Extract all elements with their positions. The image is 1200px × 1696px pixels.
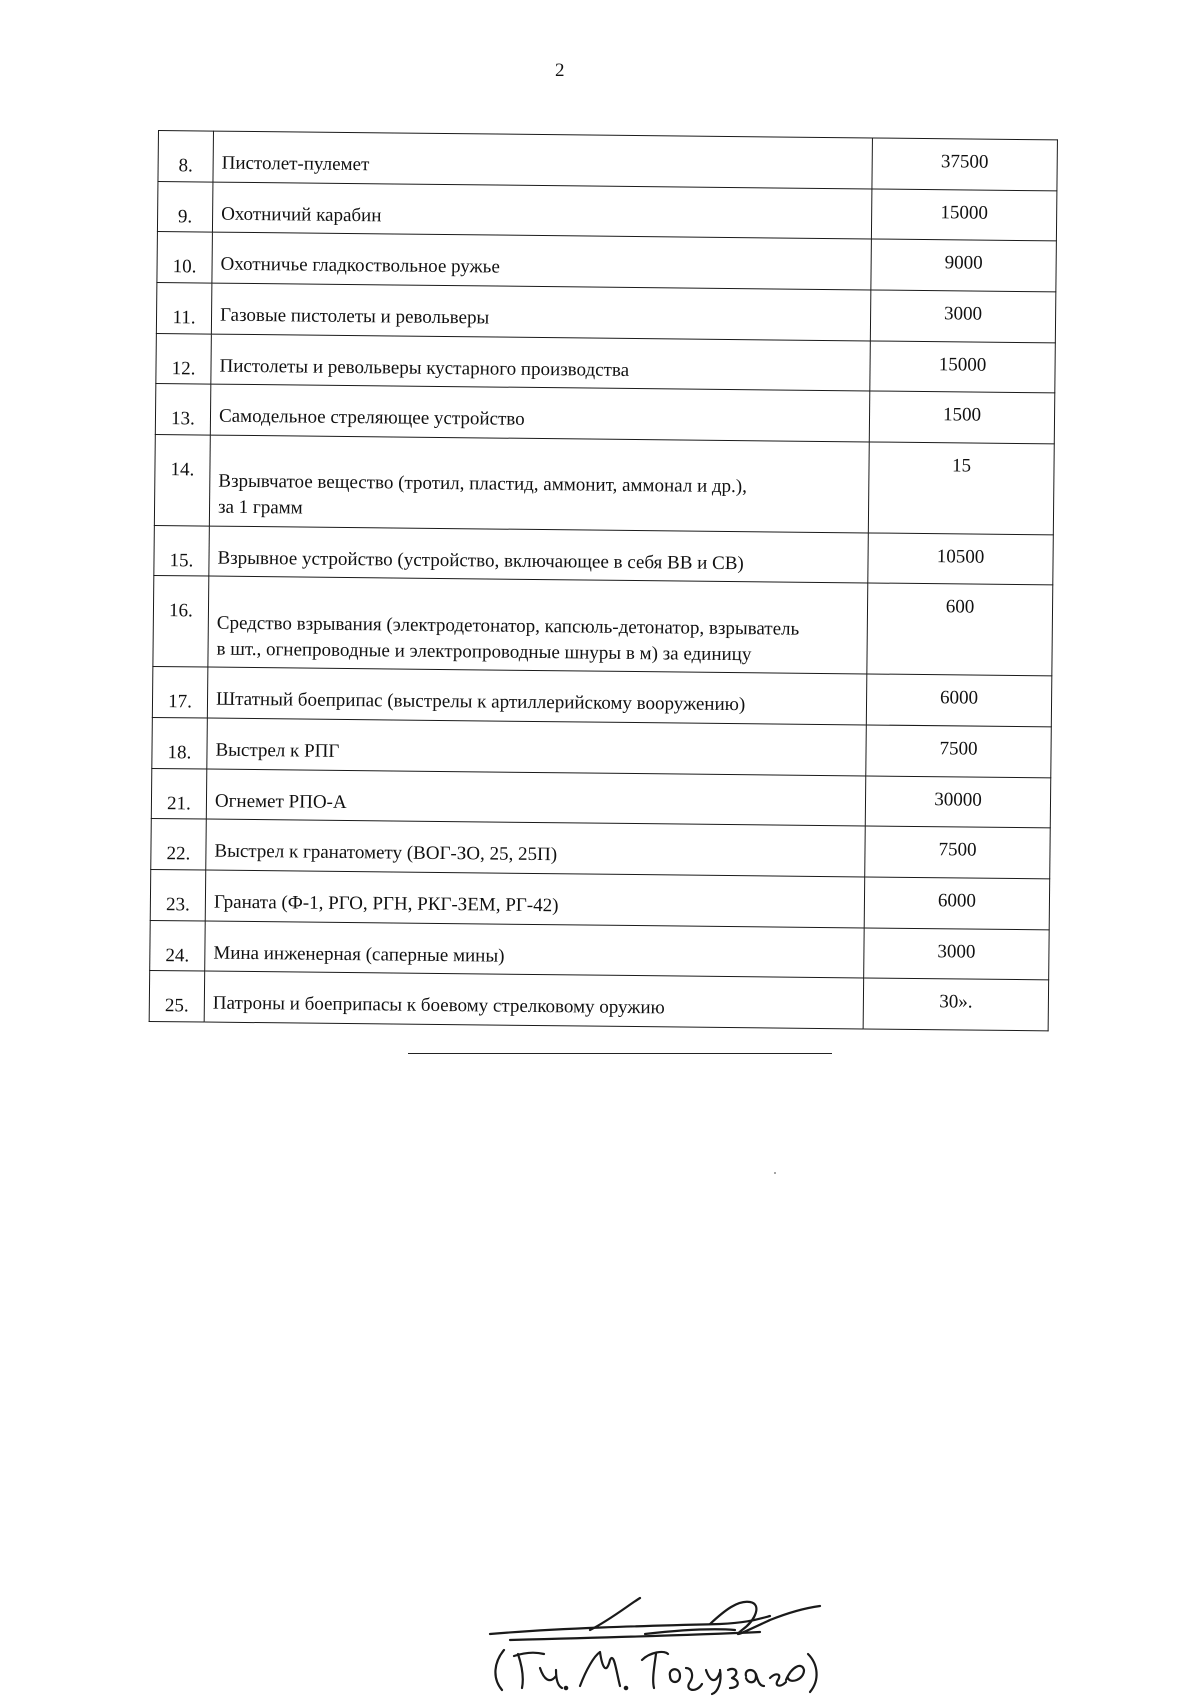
item-value: 10500: [868, 533, 1054, 586]
item-value: 600: [867, 583, 1053, 676]
item-name: Мина инженерная (саперные мины): [205, 921, 864, 979]
item-name: Газовые пистолеты и револьверы: [211, 283, 870, 341]
item-value: 3000: [864, 927, 1050, 980]
row-number: 12.: [156, 333, 212, 384]
item-name-text: Средство взрывания (электродетонатор, капсюль-детонатор, взрыватель в шт., огнепроводные и электропроводные шнуры в м) за единицу: [216, 612, 800, 665]
table-row: [157, 181, 1056, 241]
row-number: 9.: [157, 181, 213, 232]
row-number: 22.: [151, 819, 207, 870]
table-row: [149, 971, 1048, 1031]
table-row: [154, 525, 1053, 585]
item-name: Охотничье гладкоствольное ружье: [212, 232, 871, 290]
table-row: [153, 576, 1053, 676]
item-value: 30000: [865, 776, 1051, 829]
table-row: [152, 667, 1051, 727]
table-row: [156, 333, 1055, 393]
table-row: [152, 717, 1051, 777]
row-number: 25.: [149, 971, 205, 1022]
table-row: [155, 384, 1054, 444]
row-number: 8.: [158, 131, 214, 182]
page-number: 2: [555, 60, 565, 81]
row-number: 23.: [150, 869, 206, 920]
item-value: 3000: [870, 290, 1056, 343]
table-row: [150, 869, 1049, 929]
items-table-wrapper: [149, 130, 1058, 1031]
row-number: 17.: [152, 667, 208, 718]
item-name: Штатный боеприпас (выстрелы к артиллерийскому вооружению): [207, 667, 866, 725]
item-value: 6000: [864, 877, 1050, 930]
row-number: 10.: [157, 232, 213, 283]
table-row: [157, 232, 1056, 292]
item-value: 7500: [865, 826, 1051, 879]
row-number: 14.: [154, 434, 210, 525]
item-name: Огнемет РПО-А: [206, 769, 865, 827]
row-number: 15.: [154, 525, 210, 576]
item-name: Охотничий карабин: [212, 182, 871, 240]
table-row: [150, 920, 1049, 980]
item-name: Выстрел к РПГ: [207, 718, 866, 776]
item-value: 9000: [871, 239, 1057, 292]
table-row: [156, 282, 1055, 342]
item-name: Пистолеты и револьверы кустарного производства: [211, 334, 870, 392]
table-row: [154, 434, 1054, 534]
item-value: 6000: [866, 674, 1052, 727]
table-row: [151, 768, 1050, 828]
item-name: Выстрел к гранатомету (ВОГ-ЗО, 25, 25П): [206, 819, 865, 877]
item-value: 15000: [870, 341, 1056, 394]
end-of-document-rule: [408, 1053, 832, 1054]
items-table-body: [149, 131, 1057, 1031]
item-name: [208, 576, 868, 674]
item-value: 37500: [872, 138, 1058, 191]
row-number: 18.: [152, 717, 208, 768]
item-name-text: Взрывчатое вещество (тротил, пластид, аммонит, аммонал и др.), за 1 грамм: [217, 471, 748, 519]
row-number: 13.: [155, 384, 211, 435]
row-number: 11.: [156, 282, 212, 333]
item-value: 15000: [871, 189, 1057, 242]
table-row: [151, 819, 1050, 879]
row-number: 24.: [150, 920, 206, 971]
row-number: 21.: [151, 768, 207, 819]
table-row: [158, 131, 1057, 191]
item-value: 15: [868, 442, 1054, 535]
item-name: Самодельное стреляющее устройство: [210, 384, 869, 442]
item-value: 30».: [863, 978, 1049, 1031]
handwritten-signature: [470, 1590, 850, 1696]
item-name: Патроны и боеприпасы к боевому стрелковому оружию: [204, 971, 863, 1029]
item-name: Пистолет-пулемет: [213, 131, 872, 189]
item-name: Взрывное устройство (устройство, включающее в себя ВВ и СВ): [209, 526, 868, 584]
item-name: Граната (Ф-1, РГО, РГН, РКГ-ЗЕМ, РГ-42): [205, 870, 864, 928]
scan-speck: [774, 1172, 776, 1174]
item-value: 7500: [866, 725, 1052, 778]
item-value: 1500: [869, 391, 1055, 444]
item-name: [209, 435, 869, 533]
row-number: 16.: [153, 576, 209, 667]
items-table: [149, 130, 1058, 1031]
